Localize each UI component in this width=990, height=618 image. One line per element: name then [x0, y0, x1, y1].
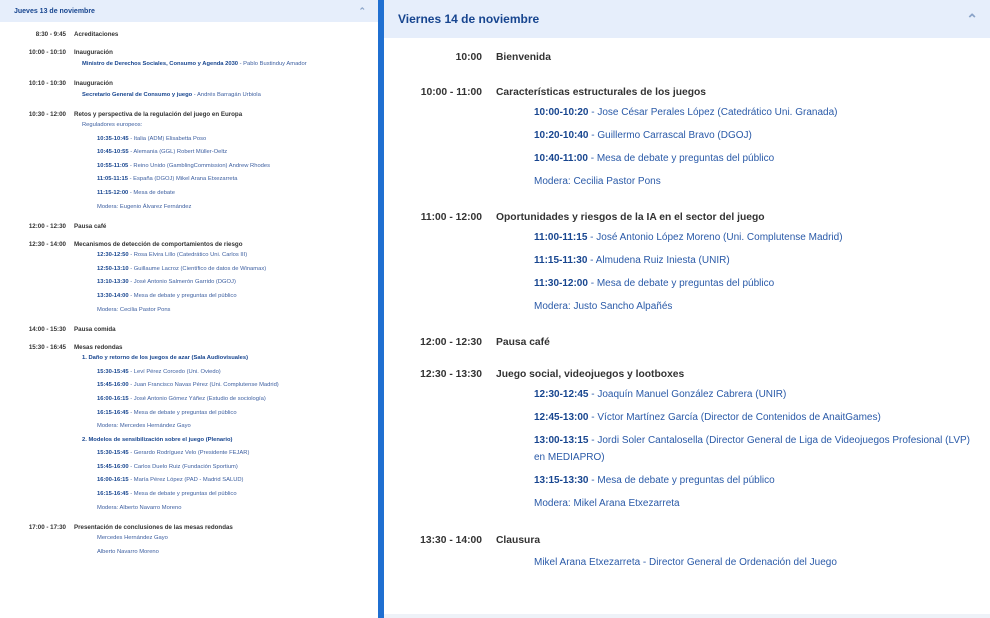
agenda-item[interactable] — [0, 160, 378, 174]
session-title: Bienvenida — [496, 52, 551, 63]
session-row — [0, 30, 378, 39]
item-desc: - Mesa de debate y preguntas del público — [128, 491, 237, 498]
session-block — [0, 523, 378, 559]
item-desc: - Reino Unido (GamblingCommission) Andrew Rhodes — [128, 162, 271, 169]
agenda-item[interactable] — [0, 488, 378, 502]
left-schedule — [0, 30, 378, 559]
right-schedule — [384, 50, 990, 568]
item-time: 10:35-10:45 — [97, 135, 129, 142]
item-time: 12:30-12:45 — [534, 389, 589, 400]
item-time: 10:20-10:40 — [534, 130, 589, 141]
session-time: 11:00 - 12:00 — [420, 212, 482, 223]
session-block — [0, 343, 378, 515]
item-desc: - Mesa de debate y preguntas del público — [587, 278, 775, 289]
item-desc: - Gerardo Rodríguez Velo (Presidente FEJAR) — [128, 450, 250, 457]
item-time: 13:00-13:15 — [534, 435, 589, 446]
session-title: Mecanismos de detección de comportamientos de riesgo — [74, 241, 243, 249]
item-desc: - Alemania (GGL) Robert Müller-Oeltz — [128, 149, 228, 156]
session-speaker — [0, 90, 378, 101]
session-time: 10:30 - 12:00 — [28, 111, 66, 118]
session-title: Acreditaciones — [74, 31, 119, 38]
agenda-item[interactable] — [384, 124, 990, 147]
session-time: 17:00 - 17:30 — [28, 524, 66, 532]
agenda-item[interactable] — [0, 366, 378, 380]
session-title: Pausa comida — [74, 326, 116, 334]
moderator: Modera: Cecilia Pastor Pons — [97, 306, 171, 313]
round-table-heading: 1. Daño y retorno de los juegos de azar (Sala Audiovisuales) — [82, 355, 249, 362]
item-time: 15:30-15:45 — [97, 450, 129, 457]
conclusion-presenter: Mercedes Hernández Gayo — [97, 535, 168, 542]
agenda-item[interactable] — [0, 146, 378, 160]
day-header-thursday[interactable] — [0, 0, 378, 22]
item-desc: - Rosa Elvira Lillo (Catedrático Uni. Carlos III) — [128, 252, 248, 259]
session-time: 13:30 - 14:00 — [420, 535, 482, 546]
item-time: 12:30-12:50 — [97, 252, 129, 259]
agenda-item[interactable] — [384, 226, 990, 249]
moderator: Modera: Mikel Arana Etxezarreta — [534, 498, 680, 509]
conclusion-presenter: Alberto Navarro Moreno — [97, 548, 159, 555]
item-desc: - España (DGOJ) Mikel Arana Etxezarreta — [127, 176, 238, 183]
item-time: 11:05-11:15 — [97, 176, 128, 183]
item-time: 15:30-15:45 — [97, 368, 129, 375]
item-time: 16:00-16:15 — [97, 477, 129, 484]
session-time: 15:30 - 16:45 — [28, 344, 66, 352]
session-block — [0, 48, 378, 70]
agenda-item[interactable] — [384, 249, 990, 272]
agenda-item[interactable] — [384, 272, 990, 295]
item-desc: - Mesa de debate y preguntas del público — [128, 409, 237, 416]
session-block — [0, 240, 378, 317]
session-row — [0, 240, 378, 249]
session-block — [384, 367, 990, 515]
session-title: Oportunidades y riesgos de la IA en el sector del juego — [496, 212, 765, 223]
session-block — [0, 222, 378, 231]
right-day-panel — [384, 0, 990, 618]
item-time: 11:15-12:00 — [97, 189, 129, 196]
session-row — [0, 523, 378, 532]
item-desc: - Juan Francisco Navas Pérez (Uni. Complutense Madrid) — [128, 382, 279, 389]
session-row — [0, 343, 378, 352]
session-time: 12:00 - 12:30 — [420, 337, 482, 348]
session-block — [384, 85, 990, 193]
item-desc: - José Antonio Salmerón Garrido (DGOJ) — [128, 279, 236, 286]
session-row — [384, 85, 990, 101]
closing-speaker: Mikel Arana Etxezarreta - Director General de Ordenación del Juego — [534, 557, 837, 568]
session-time: 14:00 - 15:30 — [28, 326, 66, 334]
item-time: 10:40-11:00 — [534, 153, 588, 164]
agenda-item[interactable] — [0, 276, 378, 290]
session-row — [0, 79, 378, 88]
speaker-role: Secretario General de Consumo y juego — [82, 92, 193, 98]
bottom-border — [384, 614, 990, 618]
item-desc: - Víctor Martínez García (Director de Contenidos de AnaitGames) — [588, 412, 881, 423]
moderator: Modera: Mercedes Hernández Gayo — [97, 423, 191, 430]
session-row — [0, 222, 378, 231]
item-time: 16:15-16:45 — [97, 409, 129, 416]
session-row — [384, 335, 990, 351]
session-row — [0, 48, 378, 57]
session-title: Retos y perspectiva de la regulación del juego en Europa — [74, 111, 243, 118]
session-block — [384, 210, 990, 318]
day-header-label: Jueves 13 de noviembre — [14, 7, 95, 15]
agenda-item[interactable] — [0, 461, 378, 475]
session-title: Inauguración — [74, 49, 113, 56]
session-title: Pausa café — [496, 337, 550, 348]
item-time: 11:30-12:00 — [534, 278, 588, 289]
item-desc: - Joaquín Manuel González Cabrera (UNIR) — [588, 389, 787, 400]
session-time: 10:00 - 11:00 — [420, 87, 482, 98]
item-time: 16:00-16:15 — [97, 395, 129, 402]
session-title: Características estructurales de los juegos — [496, 87, 707, 98]
item-time: 13:10-13:30 — [97, 279, 129, 286]
item-time: 11:15-11:30 — [534, 255, 588, 266]
item-desc: - Carlos Duelo Ruiz (Fundación Sportium) — [128, 463, 238, 470]
session-row — [384, 367, 990, 383]
agenda-item[interactable] — [0, 407, 378, 421]
session-row — [384, 50, 990, 66]
item-time: 13:15-13:30 — [534, 475, 589, 486]
session-time: 8:30 - 9:45 — [35, 31, 66, 38]
item-desc: - José Antonio Gómez Yáñez (Estudio de sociología) — [128, 395, 266, 402]
moderator: Modera: Justo Sancho Alpañés — [534, 301, 673, 312]
item-desc: - Almudena Ruiz Iniesta (UNIR) — [587, 255, 730, 266]
session-time: 10:10 - 10:30 — [28, 80, 66, 87]
agenda-item[interactable] — [384, 101, 990, 124]
regulators-label: Reguladores europeos: — [82, 122, 143, 128]
item-desc: - Leví Pérez Corcedo (Uni. Oviedo) — [128, 368, 221, 375]
item-desc: - Mesa de debate y preguntas del público — [588, 475, 775, 486]
session-title: Inauguración — [74, 80, 113, 87]
session-time: 12:30 - 14:00 — [28, 241, 66, 249]
item-desc: - Jose César Perales López (Catedrático Uni. Granada) — [588, 107, 838, 118]
agenda-item[interactable] — [0, 263, 378, 277]
session-block — [0, 110, 378, 214]
session-block — [384, 335, 990, 351]
agenda-item[interactable] — [0, 379, 378, 393]
moderator: Modera: Cecilia Pastor Pons — [534, 176, 661, 187]
session-row — [0, 110, 378, 119]
agenda-item[interactable] — [0, 290, 378, 304]
item-desc: - Jordi Soler Cantalosella (Director General de Liga de Videojuegos Profesional (LVP) en MEDIAPRO) — [534, 435, 970, 463]
chevron-up-icon[interactable]: ⌃ — [358, 5, 366, 16]
agenda-item[interactable] — [0, 249, 378, 263]
item-desc: - Mesa de debate y preguntas del público — [128, 292, 237, 299]
session-block — [0, 30, 378, 39]
session-title: Juego social, videojuegos y lootboxes — [496, 369, 685, 380]
session-row — [0, 325, 378, 334]
agenda-item[interactable] — [0, 133, 378, 147]
day-header-label: Viernes 14 de noviembre — [398, 12, 540, 26]
day-header-friday[interactable] — [384, 0, 990, 38]
item-desc: - Italia (ADM) Elisabetta Poso — [128, 135, 207, 142]
session-block — [0, 325, 378, 334]
item-time: 10:45-10:55 — [97, 149, 129, 156]
speaker-name: - Pablo Bustinduy Amador — [238, 61, 307, 67]
item-desc: - Mesa de debate — [128, 189, 175, 196]
round-table-heading: 2. Modelos de sensibilización sobre el juego (Plenario) — [82, 436, 233, 443]
item-desc: - Guillermo Carrascal Bravo (DGOJ) — [588, 130, 752, 141]
moderator: Modera: Alberto Navarro Moreno — [97, 504, 182, 511]
agenda-item[interactable] — [0, 474, 378, 488]
session-time: 12:30 - 13:30 — [420, 369, 482, 380]
session-time: 12:00 - 12:30 — [28, 223, 66, 231]
session-title: Pausa café — [74, 223, 107, 231]
speaker-name: - Andrés Barragán Urbiola — [192, 92, 261, 98]
agenda-item[interactable] — [384, 383, 990, 406]
moderator: Modera: Eugenio Álvarez Fernández — [97, 203, 192, 210]
session-time: 10:00 — [455, 52, 482, 63]
session-title: Mesas redondas — [74, 344, 123, 352]
agenda-item[interactable] — [384, 406, 990, 429]
agenda-item[interactable] — [0, 173, 378, 187]
item-desc: - José Antonio López Moreno (Uni. Complutense Madrid) — [587, 232, 843, 243]
item-time: 12:50-13:10 — [97, 265, 129, 272]
item-time: 15:45-16:00 — [97, 382, 129, 389]
item-time: 15:45-16:00 — [97, 463, 129, 470]
item-time: 12:45-13:00 — [534, 412, 589, 423]
item-time: 16:15-16:45 — [97, 491, 129, 498]
session-block — [384, 533, 990, 568]
agenda-item[interactable] — [0, 447, 378, 461]
item-time: 10:00-10:20 — [534, 107, 589, 118]
session-block — [0, 79, 378, 101]
item-desc: - Mesa de debate y preguntas del público — [587, 153, 775, 164]
agenda-item[interactable] — [384, 469, 990, 492]
item-time: 10:55-11:05 — [97, 162, 129, 169]
chevron-up-icon[interactable]: ⌃ — [966, 10, 978, 27]
agenda-item[interactable] — [384, 429, 990, 469]
agenda-item[interactable] — [0, 393, 378, 407]
session-time: 10:00 - 10:10 — [28, 49, 66, 56]
session-row — [384, 210, 990, 226]
left-day-panel — [0, 0, 378, 618]
speaker-role: Ministro de Derechos Sociales, Consumo y Agenda 2030 — [82, 61, 239, 67]
item-desc: - Guillaume Lacroz (Científico de datos de Winamax) — [128, 265, 267, 272]
session-block — [384, 50, 990, 66]
item-desc: - María Pérez López (PAD - Madrid SALUD) — [128, 477, 244, 484]
session-title: Presentación de conclusiones de las mesas redondas — [74, 524, 233, 532]
session-row — [384, 533, 990, 549]
agenda-item[interactable] — [0, 187, 378, 201]
item-time: 11:00-11:15 — [534, 232, 588, 243]
agenda-item[interactable] — [384, 147, 990, 170]
session-title: Clausura — [496, 535, 541, 546]
session-speaker — [0, 59, 378, 70]
item-time: 13:30-14:00 — [97, 292, 129, 299]
